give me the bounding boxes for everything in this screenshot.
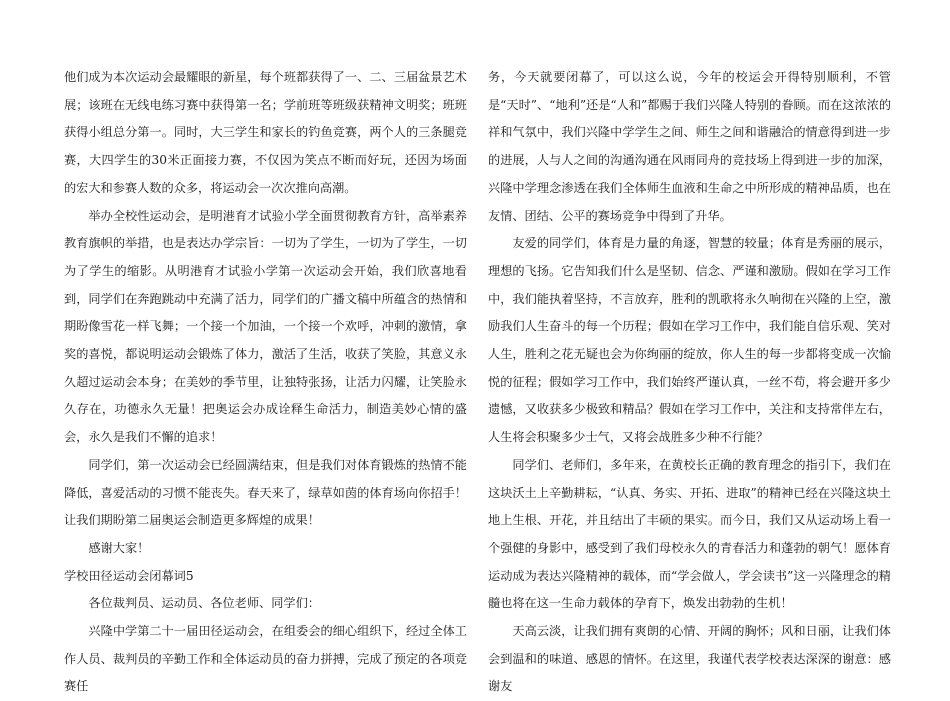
- paragraph-continuation: 他们成为本次运动会最耀眼的新星，每个班都获得了一、二、三届盆景艺术展；该班在无线电练习赛中获得第一名；学前班等班级获精神文明奖；班班获得小组总分第一。同时，大三学生和家长的钓鱼竞赛，两个人的三条腿竞赛，大四学生的30米正面接力赛，不仅因为笑点不断而好玩，还因为场面的宏大和参赛人数的众多，将运动会一次次推向高潮。: [64, 70, 467, 195]
- section-heading: 学校田径运动会闭幕词5: [64, 568, 194, 583]
- right-text-column: [488, 64, 891, 701]
- paragraph: 友爱的同学们，体育是力量的角逐，智慧的较量；体育是秀丽的展示，理想的飞扬。它告知我们什么是坚韧、信念、严谨和激励。假如在学习工作中，我们能执着坚持，不言放弃，胜利的凯歌将永久响彻在兴隆的上空，激励我们人生奋斗的每一个历程；假如在学习工作中，我们能自信乐观、笑对人生，胜利之花无疑也会为你绚丽的绽放，你人生的每一步都将变成一次愉悦的征程；假如学习工作中，我们始终严谨认真，一丝不苟，将会避开多少遗憾，又收获多少极致和精品？假如在学习工作中，关注和支持常伴左右，人生将会积聚多少士气，又将会战胜多少种不行能？: [488, 236, 891, 445]
- paragraph-continuation: 务，今天就要闭幕了，可以这么说，今年的校运会开得特别顺利，不管是“天时”、“地利”还是“人和”都赐于我们兴隆人特别的眷顾。而在这浓浓的祥和气氛中，我们兴隆中学学生之间、师生之间和谐融洽的情意得到进一步的进展，人与人之间的沟通沟通在风雨同舟的竞技场上得到进一步的加深，兴隆中学理念渗透在我们全体师生血液和生命之中所形成的精神品质，也在友情、团结、公平的赛场竞争中得到了升华。: [488, 70, 892, 223]
- paragraph-salutation: 各位裁判员、运动员、各位老师、同学们：: [88, 596, 320, 611]
- paragraph: 同学们，第一次运动会已经圆满结束，但是我们对体育锻炼的热情不能降低，喜爱活动的习惯不能丧失。春天来了，绿草如茵的体育场向你招手！让我们期盼第二届奥运会制造更多辉煌的成果！: [64, 457, 467, 528]
- paragraph: 天高云淡，让我们拥有爽朗的心情、开阔的胸怀；风和日丽，让我们体会到温和的味道、感恩的情怀。在这里，我谨代表学校表达深深的谢意：感谢友: [488, 624, 891, 694]
- paragraph: 同学们、老师们，多年来，在黄校长正确的教育理念的指引下，我们在这块沃土上辛勤耕耘，“认真、务实、开拓、进取”的精神已经在兴隆这块土地上生根、开花，并且结出了丰硕的果实。而今日，我们又从运动场上看一个强健的身影中，感受到了我们母校永久的青春活力和蓬勃的朝气！愿体育运动成为表达兴隆精神的载体，而“学会做人，学会读书”这一兴隆理念的精髓也将在这一生命力载体的孕育下，焕发出勃勃的生机！: [488, 457, 891, 611]
- paragraph: 举办全校性运动会，是明港育才试验小学全面贯彻教育方针，高举素养教育旗帜的举措，也是表达办学宗旨：一切为了学生，一切为了学生，一切为了学生的缩影。从明港育才试验小学第一次运动会开始，我们欣喜地看到，同学们在奔跑跳动中充满了活力，同学们的广播文稿中所蕴含的热情和期盼像雪花一样飞舞；一个接一个加油，一个接一个欢呼，冲刺的激情，拿奖的喜悦，都说明运动会锻炼了体力，激活了生活，收获了笑脸，其意义永久超过运动会本身；在美妙的季节里，让独特张扬，让活力闪耀，让笑脸永久存在，功德永久无量！把奥运会办成诠释生命活力，制造美妙心情的盛会，永久是我们不懈的追求！: [64, 208, 467, 445]
- paragraph: 兴隆中学第二十一届田径运动会，在组委会的细心组织下，经过全体工作人员、裁判员的辛勤工作和全体运动员的奋力拼搏，完成了预定的各项竞赛任: [64, 624, 467, 694]
- paragraph-thanks: 感谢大家！: [88, 540, 150, 555]
- left-text-column: [64, 64, 467, 701]
